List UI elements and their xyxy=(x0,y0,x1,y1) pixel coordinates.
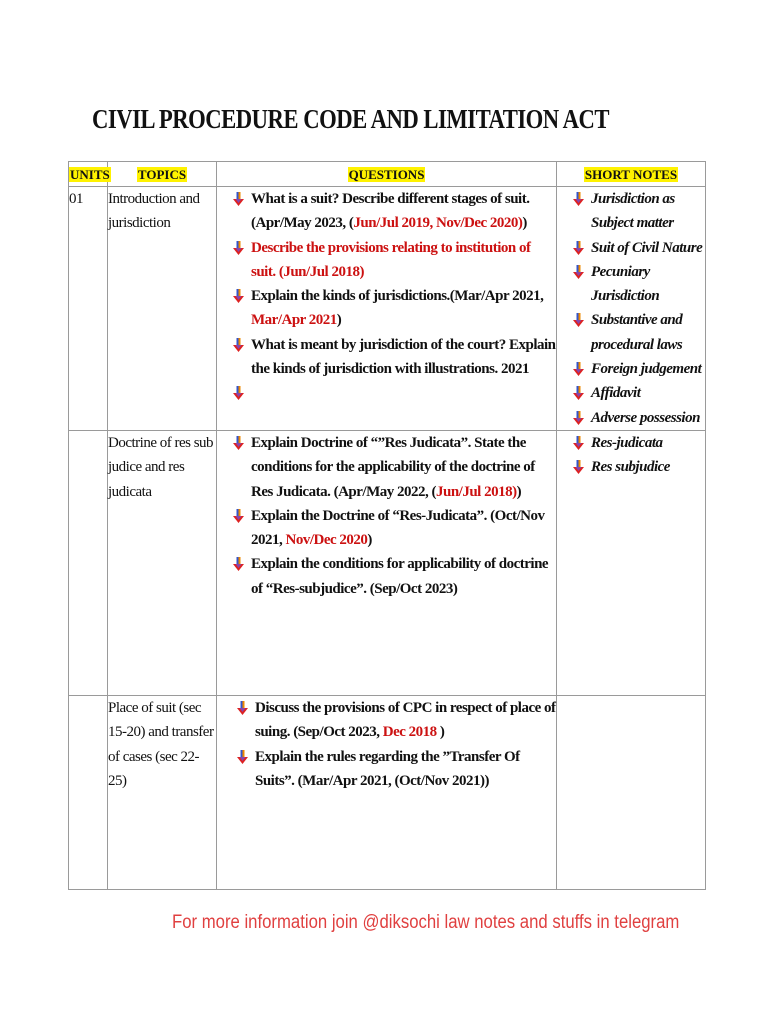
short-note-text: Adverse possession xyxy=(591,409,700,426)
questions-cell xyxy=(217,187,557,431)
short-note-item xyxy=(573,455,705,479)
down-arrow-bullet-icon xyxy=(233,386,244,400)
question-date-highlight: Describe the provisions relating to institution of suit. (Jun/Jul 2018) xyxy=(251,239,531,280)
down-arrow-bullet-icon xyxy=(573,362,584,376)
question-text: Explain the Doctrine of “Res-Judicata”. (Oct/Nov 2021, xyxy=(251,507,545,549)
syllabus-table xyxy=(68,161,706,890)
question-text: Discuss the provisions of CPC in respect of place of suing. (Sep/Oct 2023, xyxy=(255,699,556,741)
question-item xyxy=(233,381,556,405)
down-arrow-bullet-icon xyxy=(573,265,584,279)
question-list xyxy=(217,187,556,405)
question-item xyxy=(233,236,556,285)
short-note-item xyxy=(573,406,705,430)
short-note-text: Res subjudice xyxy=(591,459,670,476)
question-list xyxy=(217,696,556,793)
short-note-item xyxy=(573,431,705,455)
table-row xyxy=(69,430,706,695)
question-date-highlight: Mar/Apr 2021 xyxy=(251,312,337,329)
topic-cell: Place of suit (sec 15-20) and transfer of cases (sec 22-25) xyxy=(108,695,217,889)
down-arrow-bullet-icon xyxy=(233,436,244,450)
question-text: What is a suit? Describe different stages of suit. (Apr/May 2023, ( xyxy=(251,191,530,232)
question-text: Explain Doctrine of “”Res Judicata”. State the conditions for the applicability of the doctrine of Res Judicata. (Apr/May 2022, ( xyxy=(251,434,535,500)
down-arrow-bullet-icon xyxy=(237,701,248,715)
header-units xyxy=(69,162,108,187)
question-date-highlight: Jun/Jul 2018) xyxy=(435,483,517,500)
header-units-label: UNITS xyxy=(70,167,110,182)
table-row xyxy=(69,695,706,889)
question-text: Explain the conditions for applicability of doctrine of “Res-subjudice”. (Sep/Oct 2023) xyxy=(251,556,549,597)
header-short-notes xyxy=(557,162,706,187)
question-item xyxy=(233,333,556,382)
short-note-text: Pecuniary Jurisdiction xyxy=(591,263,660,305)
table-header-row xyxy=(69,162,706,187)
question-item xyxy=(237,745,556,794)
short-note-text: Suit of Civil Nature xyxy=(591,239,703,256)
down-arrow-bullet-icon xyxy=(573,313,584,327)
short-note-text: Res-judicata xyxy=(591,434,663,451)
questions-cell xyxy=(217,695,557,889)
short-note-text: Foreign judgement xyxy=(591,361,702,378)
question-date-highlight: Dec 2018 xyxy=(382,724,437,741)
question-item xyxy=(233,284,556,333)
down-arrow-bullet-icon xyxy=(233,192,244,206)
topic-cell: Doctrine of res sub judice and res judicata xyxy=(108,430,217,695)
unit-cell xyxy=(69,695,108,889)
down-arrow-bullet-icon xyxy=(233,509,244,523)
short-note-item xyxy=(573,187,705,236)
down-arrow-bullet-icon xyxy=(237,750,248,764)
question-item xyxy=(233,552,556,601)
down-arrow-bullet-icon xyxy=(233,289,244,303)
footer-note: For more information join @diksochi law notes and stuffs in telegram xyxy=(172,912,680,933)
short-note-text: Jurisdiction as Subject matter xyxy=(591,191,675,232)
questions-cell xyxy=(217,430,557,695)
page-title: CIVIL PROCEDURE CODE AND LIMITATION ACT xyxy=(92,104,609,134)
question-item xyxy=(233,187,556,236)
question-text: ) xyxy=(336,312,342,329)
question-item xyxy=(233,431,556,504)
down-arrow-bullet-icon xyxy=(233,557,244,571)
question-text: ) xyxy=(522,215,527,232)
short-note-item xyxy=(573,260,705,309)
question-text: ) xyxy=(367,532,372,549)
header-questions xyxy=(217,162,557,187)
question-item xyxy=(237,696,556,745)
short-note-item xyxy=(573,381,705,405)
header-topics xyxy=(108,162,217,187)
question-text: ) xyxy=(436,724,445,741)
question-item xyxy=(233,504,556,553)
header-topics-label: TOPICS xyxy=(137,167,187,182)
down-arrow-bullet-icon xyxy=(233,338,244,352)
question-text: What is meant by jurisdiction of the court? Explain the kinds of jurisdiction with illustrations. 2021 xyxy=(251,336,556,378)
header-short-notes-label: SHORT NOTES xyxy=(584,167,678,182)
short-note-text: Substantive and procedural laws xyxy=(591,312,683,353)
short-note-text: Affidavit xyxy=(591,385,641,402)
down-arrow-bullet-icon xyxy=(573,411,584,425)
question-date-highlight: Nov/Dec 2020 xyxy=(285,532,368,549)
down-arrow-bullet-icon xyxy=(233,241,244,255)
short-note-item xyxy=(573,236,705,260)
question-list xyxy=(217,431,556,601)
down-arrow-bullet-icon xyxy=(573,241,584,255)
down-arrow-bullet-icon xyxy=(573,460,584,474)
question-date-highlight: Jun/Jul 2019, Nov/Dec 2020) xyxy=(353,215,523,232)
unit-cell: 01 xyxy=(69,187,108,431)
question-text: Explain the rules regarding the ”Transfer Of Suits”. (Mar/Apr 2021, (Oct/Nov 2021)) xyxy=(255,748,520,789)
short-note-item xyxy=(573,308,705,357)
down-arrow-bullet-icon xyxy=(573,436,584,450)
notes-list xyxy=(557,187,705,430)
unit-cell xyxy=(69,430,108,695)
notes-cell xyxy=(557,695,706,889)
table-row xyxy=(69,187,706,431)
notes-list xyxy=(557,431,705,480)
notes-cell xyxy=(557,430,706,695)
header-questions-label: QUESTIONS xyxy=(348,167,425,182)
notes-cell xyxy=(557,187,706,431)
down-arrow-bullet-icon xyxy=(573,386,584,400)
down-arrow-bullet-icon xyxy=(573,192,584,206)
question-text: ) xyxy=(516,483,522,500)
short-note-item xyxy=(573,357,705,381)
question-text: Explain the kinds of jurisdictions.(Mar/Apr 2021, xyxy=(251,288,544,305)
topic-cell: Introduction and jurisdiction xyxy=(108,187,217,431)
